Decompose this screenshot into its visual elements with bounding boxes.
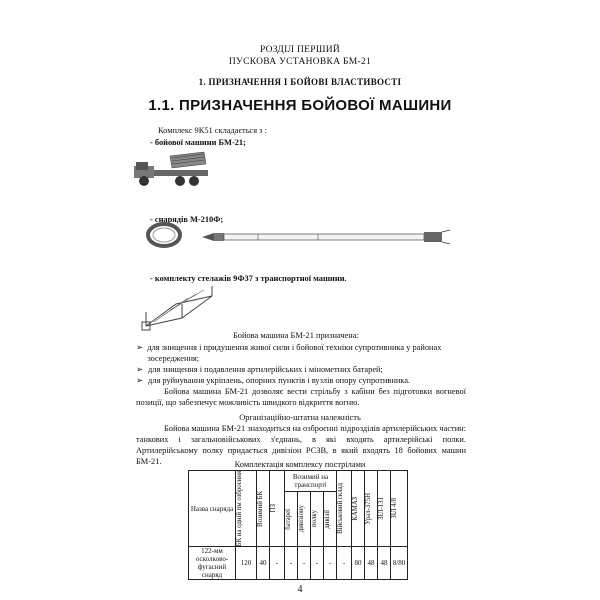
warhead-ring-illustration <box>146 220 186 250</box>
col-header-carried: Возимий БК <box>257 471 270 547</box>
cell-gaz: 8/80 <box>391 547 408 580</box>
cell-brigade: - <box>324 547 337 580</box>
col-header-ps: ПЗ <box>270 471 285 547</box>
cell-zil: 48 <box>378 547 391 580</box>
col-header-transport: Возимий на транспорті <box>285 471 337 492</box>
org-title: Організаційно-штатна належність <box>239 413 361 422</box>
col-header-gaz: ЗІЛ 4/8 <box>391 471 408 547</box>
col-header-battery: батареї <box>285 491 298 547</box>
chapter-title: 1. ПРИЗНАЧЕННЯ І БОЙОВІ ВЛАСТИВОСТІ <box>198 77 402 87</box>
purpose-item <box>136 342 466 364</box>
col-header-regiment: полку <box>311 491 324 547</box>
complex-intro: Комплекс 9К51 складається з : <box>158 126 267 135</box>
section-title: ПУСКОВА УСТАНОВКА БМ-21 <box>228 57 372 67</box>
purpose-item <box>136 375 466 386</box>
complex-item-rockets: - снарядів М-210Ф; <box>150 215 224 224</box>
cell-kamaz: 80 <box>352 547 365 580</box>
ammo-table <box>188 470 408 580</box>
cell-regiment: - <box>311 547 324 580</box>
cell-army-depot: - <box>337 547 352 580</box>
page-number: 4 <box>297 584 303 595</box>
complex-item-racks: - комплекту стелажів 9Ф37 з транспортної машини. <box>150 274 347 283</box>
purpose-item <box>136 364 466 375</box>
section-label: РОЗДІЛ ПЕРШИЙ <box>259 45 341 55</box>
col-header-brigade: дивізії <box>324 491 337 547</box>
cell-name: 122-мм осколково-фугасний снаряд <box>189 547 236 580</box>
cell-carried: 40 <box>257 547 270 580</box>
arrow-bullet-icon: ➢ <box>136 376 144 385</box>
col-header-ural: Урал-375Н <box>365 471 378 547</box>
purpose-item-text: для руйнування укріплень, опорних пунктів і вузлів опору супротивника. <box>148 376 411 385</box>
purpose-item-text: для знищення і придушення живої сили і бойової техніки супротивника у районах зосередження; <box>147 343 442 363</box>
purpose-item-text: для знищення і подавлення артилерійських і мінометних батарей; <box>148 365 383 374</box>
table-row <box>189 547 408 580</box>
col-header-division: дивізіону <box>298 491 311 547</box>
cell-ps: - <box>270 547 285 580</box>
subsection-title: 1.1. ПРИЗНАЧЕННЯ БОЙОВОЇ МАШИНИ <box>148 97 452 114</box>
col-header-army-depot: Військовий склад <box>337 471 352 547</box>
col-header-kamaz: КАМАЗ <box>352 471 365 547</box>
complex-item-combat-vehicle: - бойової машини БМ-21; <box>150 138 246 147</box>
bm21-truck-illustration <box>132 148 214 190</box>
table-title: Комплектація комплексу пострілами <box>234 460 366 469</box>
rack-set-9f37-illustration <box>140 286 220 334</box>
cell-ural: 48 <box>365 547 378 580</box>
col-header-bk-one: БК на одній пм озброєння <box>236 471 257 547</box>
col-header-name: Назва снаряда <box>189 471 236 547</box>
purpose-list <box>136 342 466 408</box>
cell-bk-one: 120 <box>236 547 257 580</box>
purpose-paragraph: Бойова машина БМ-21 дозволяє вести стрільбу з кабіни без підготовки вогневої позиції, що забезпечує можливість швидкого відкриття вогню. <box>136 387 466 407</box>
org-paragraph: Бойова машина БМ-21 знаходиться на озброєнні підрозділів артилерійських частин: танкових і загальновійськових з'єднань, в які входять артилерійські полки. Артилерійському полку придається дивізіон РСЗВ, в який входять 18 бойових машин БМ-21. <box>136 424 466 466</box>
col-header-zil: ЗІЛ-131 <box>378 471 391 547</box>
rocket-m210f-illustration <box>198 228 458 246</box>
purpose-intro: Бойова машина БМ-21 призначена: <box>233 331 359 340</box>
arrow-bullet-icon: ➢ <box>136 365 144 374</box>
arrow-bullet-icon: ➢ <box>136 343 144 352</box>
cell-battery: - <box>285 547 298 580</box>
cell-division: - <box>298 547 311 580</box>
